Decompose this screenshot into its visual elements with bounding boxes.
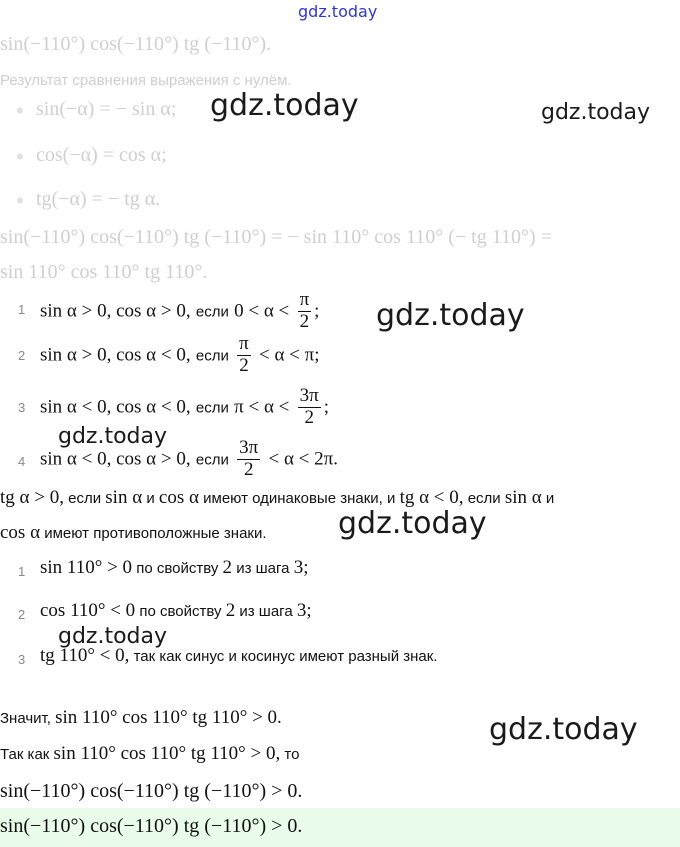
- bullet: •: [16, 188, 24, 213]
- conclusion-line1: Значит, sin 110° cos 110° tg 110° > 0.: [0, 707, 282, 728]
- watermark: gdz.today: [338, 506, 487, 541]
- conclusion-line2: Так как sin 110° cos 110° tg 110° > 0, то: [0, 743, 300, 764]
- watermark: gdz.today: [541, 100, 651, 125]
- list-marker: 3: [18, 652, 26, 667]
- list-marker: 1: [18, 564, 26, 579]
- list-marker: 1: [18, 302, 26, 317]
- bullet: •: [16, 144, 24, 169]
- quadrant-3: sin α < 0, cos α < 0, если π < α < $\frac{3\pi}{2}$ ;: [40, 385, 330, 428]
- tg-rule-line2: cos α имеют противоположные знаки.: [0, 522, 267, 543]
- watermark: gdz.today: [376, 298, 525, 333]
- watermark: gdz.today: [210, 88, 359, 123]
- header-expression: sin(−110°) cos(−110°) tg (−110°).: [0, 33, 272, 55]
- step-1: sin 110° > 0 по свойству 2 из шага 3;: [40, 557, 309, 578]
- conclusion-line3: sin(−110°) cos(−110°) tg (−110°) > 0.: [0, 780, 303, 802]
- fraction: $\frac{\pi}{2}$: [239, 333, 249, 376]
- list-marker: 4: [18, 454, 26, 469]
- quadrant-2: sin α > 0, cos α < 0, если $\frac{\pi}{2}$ < α < π;: [40, 333, 320, 376]
- identity-tg: tg(−α) = − tg α.: [36, 188, 161, 210]
- watermark: gdz.today: [58, 624, 168, 649]
- fraction: $\frac{3\pi}{2}$: [299, 385, 319, 428]
- list-marker: 3: [18, 400, 26, 415]
- fraction: $\frac{3\pi}{2}$: [239, 437, 259, 480]
- final-answer: sin(−110°) cos(−110°) tg (−110°) > 0.: [0, 815, 303, 837]
- list-marker: 2: [18, 348, 26, 363]
- identity-cos: cos(−α) = cos α;: [36, 144, 167, 166]
- subtitle: Результат сравнения выражения с нулём.: [0, 72, 292, 89]
- quadrant-1: sin α > 0, cos α > 0, если 0 < α < $\frac{\pi}{2}$ ;: [40, 289, 320, 332]
- quadrant-4: sin α < 0, cos α > 0, если $\frac{3\pi}{2}$ < α < 2π.: [40, 437, 338, 480]
- step-3: tg 110° < 0, так как синус и косинус имеют разный знак.: [40, 645, 438, 666]
- transform-line2: sin 110° cos 110° tg 110°.: [0, 261, 208, 283]
- transform-line1: sin(−110°) cos(−110°) tg (−110°) = − sin 110° cos 110° (− tg 110°) =: [0, 226, 552, 248]
- watermark: gdz.today: [58, 424, 168, 449]
- identity-sin: sin(−α) = − sin α;: [36, 98, 177, 120]
- fraction: $\frac{\pi}{2}$: [299, 289, 310, 332]
- tg-rule-line1: tg α > 0, если sin α и cos α имеют одинаковые знаки, и tg α < 0, если sin α и: [0, 487, 555, 508]
- step-2: cos 110° < 0 по свойству 2 из шага 3;: [40, 600, 312, 621]
- bullet: •: [16, 98, 24, 123]
- list-marker: 2: [18, 607, 26, 622]
- watermark: gdz.today: [489, 712, 638, 747]
- watermark-top: gdz.today: [298, 2, 378, 21]
